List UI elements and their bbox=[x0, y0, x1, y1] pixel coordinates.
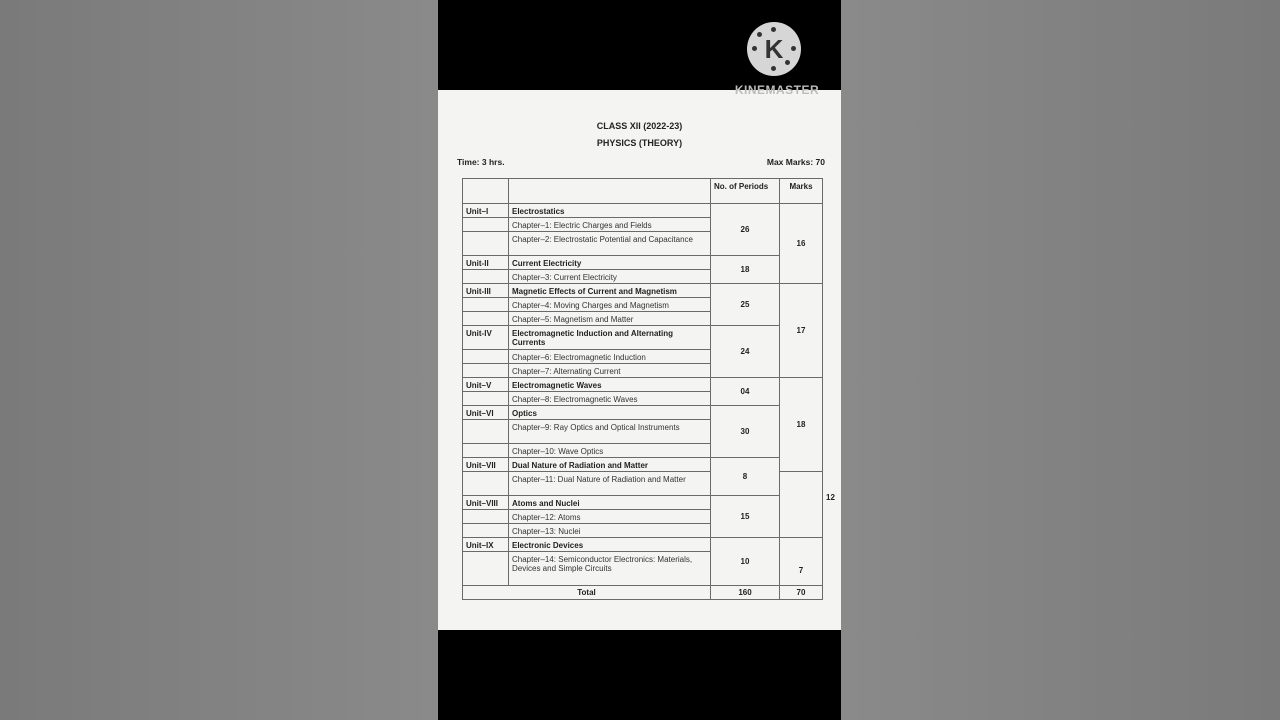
table-row: Unit–I Electrostatics 26 16 bbox=[463, 204, 823, 218]
max-marks-label: Max Marks: 70 bbox=[766, 157, 825, 167]
marks-cell: 17 bbox=[780, 284, 823, 378]
periods-cell: 25 bbox=[711, 284, 780, 326]
left-blur-panel bbox=[0, 0, 438, 720]
table-row: Chapter–8: Electromagnetic Waves bbox=[463, 392, 823, 406]
subject-title: PHYSICS (THEORY) bbox=[596, 138, 683, 148]
table-row: Chapter–5: Magnetism and Matter bbox=[463, 312, 823, 326]
table-row: Unit-IV Electromagnetic Induction and Alternating Currents 24 bbox=[463, 326, 823, 350]
table-row: Chapter–10: Wave Optics bbox=[463, 444, 823, 458]
periods-header: No. of Periods bbox=[711, 179, 780, 204]
total-row bbox=[463, 586, 823, 600]
periods-cell: 18 bbox=[711, 256, 780, 284]
syllabus-table bbox=[462, 178, 823, 600]
table-row: Chapter–1: Electric Charges and Fields bbox=[463, 218, 823, 232]
class-title: CLASS XII (2022-23) bbox=[596, 121, 683, 131]
time-label: Time: 3 hrs. bbox=[457, 157, 505, 167]
periods-cell: 15 bbox=[711, 496, 780, 538]
periods-cell: 30 bbox=[711, 406, 780, 458]
kinemaster-watermark: KINEMASTER bbox=[734, 83, 820, 97]
table-header-row bbox=[463, 179, 823, 204]
table-row: Chapter–7: Alternating Current bbox=[463, 364, 823, 378]
table-row: Unit–VII Dual Nature of Radiation and Matter 8 bbox=[463, 458, 823, 472]
marks-cell: 7 bbox=[780, 538, 823, 586]
kinemaster-logo-icon bbox=[747, 22, 801, 76]
right-blur-panel bbox=[841, 0, 1280, 720]
table-row: Unit-II Current Electricity 18 bbox=[463, 256, 823, 270]
table-row: Chapter–9: Ray Optics and Optical Instruments bbox=[463, 420, 823, 444]
total-marks: 70 bbox=[780, 586, 823, 600]
periods-cell: 04 bbox=[711, 378, 780, 406]
total-label: Total bbox=[463, 586, 711, 600]
marks-cell: 18 bbox=[780, 378, 823, 472]
marks-header: Marks bbox=[780, 179, 823, 204]
logo-letter: K bbox=[764, 34, 784, 64]
table-row: Unit–V Electromagnetic Waves 04 18 bbox=[463, 378, 823, 392]
table-row: Chapter–2: Electrostatic Potential and Capacitance bbox=[463, 232, 823, 256]
periods-cell: 24 bbox=[711, 326, 780, 378]
periods-cell: 10 bbox=[711, 538, 780, 586]
table-row: Unit–VIII Atoms and Nuclei 15 bbox=[463, 496, 823, 510]
table-row: Chapter–3: Current Electricity bbox=[463, 270, 823, 284]
table-row: Chapter–4: Moving Charges and Magnetism bbox=[463, 298, 823, 312]
table-row: Chapter–6: Electromagnetic Induction bbox=[463, 350, 823, 364]
table-row: Unit-III Magnetic Effects of Current and Magnetism 25 17 bbox=[463, 284, 823, 298]
periods-cell: 8 bbox=[711, 458, 780, 496]
table-row: Chapter–14: Semiconductor Electronics: Materials, Devices and Simple Circuits bbox=[463, 552, 823, 586]
table-row: Unit–IX Electronic Devices 10 7 bbox=[463, 538, 823, 552]
table-row: Chapter–13: Nuclei bbox=[463, 524, 823, 538]
table-row: Unit–VI Optics 30 bbox=[463, 406, 823, 420]
table-row: Chapter–11: Dual Nature of Radiation and Matter bbox=[463, 472, 823, 496]
total-periods: 160 bbox=[711, 586, 780, 600]
periods-cell: 26 bbox=[711, 204, 780, 256]
marks-cell: 16 bbox=[780, 204, 823, 284]
table-row: Chapter–12: Atoms bbox=[463, 510, 823, 524]
